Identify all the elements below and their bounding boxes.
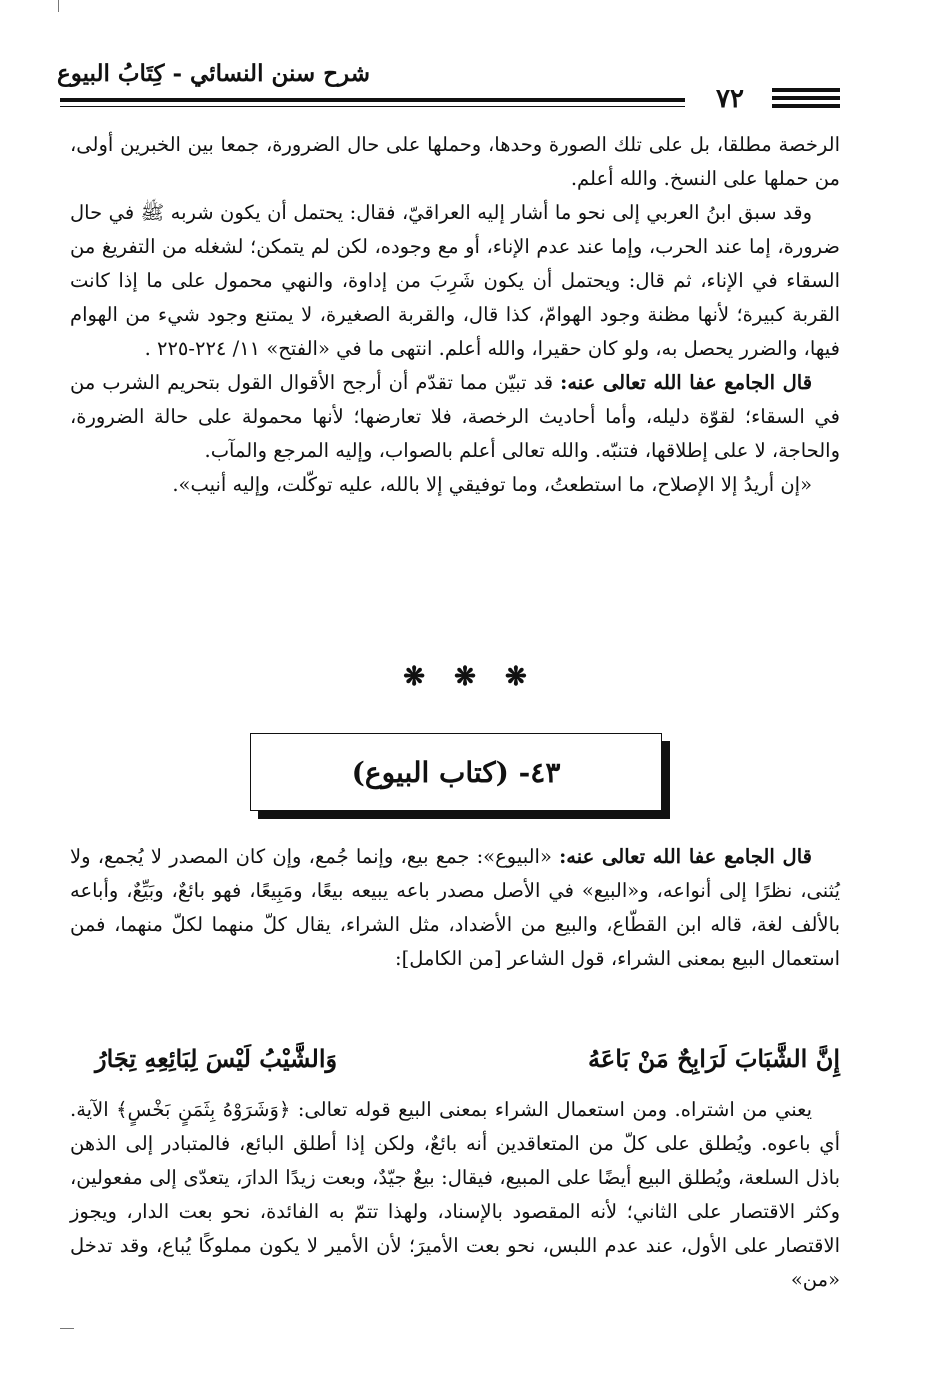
paragraph: يعني من اشتراه. ومن استعمال الشراء بمعنى البيع قوله تعالى: ﴿وَشَرَوْهُ بِثَمَنٍ بَخْسٍ﴾ الآية. أي باعوه. ويُطلق على كلّ من المتعاقدين أنه بائعٌ، ولكن إذا أطلق البائع، فالمتبادر إلى الذهن باذل السلعة، ويُطلق البيع أيضًا على المبيع، فيقال: بيعٌ جيّدٌ، وبعت زيدًا الدارَ، يتعدّى إلى مفعولين، وكثر الاقتصار على الثاني؛ لأنه المقصود بالإسناد، ولهذا تتمّ به الفائدة، نحو بعت الدار، ويجوز الاقتصار على الأول، عند عدم اللبس، نحو بعت الأميرَ؛ لأن الأمير لا يكون مملوكًا يُباع، وقد تدخل «من» xyxy=(70,1098,840,1291)
verse-second-hemistich: وَالشَّيْبُ لَيْسَ لِبَائِعِهِ تِجَارُ xyxy=(95,1044,338,1073)
page-number-rules xyxy=(772,88,840,112)
header-rule-thick xyxy=(60,98,685,102)
lead-label: قال الجامع عفا الله تعالى عنه: xyxy=(560,371,813,394)
paragraph: الرخصة مطلقا، بل على تلك الصورة وحدها، وحملها على حال الضرورة، جمعا بين الخبرين أولى، من حملها على النسخ. والله أعلم. xyxy=(70,133,840,190)
body-text-bottom xyxy=(70,1093,840,1297)
lead-label: قال الجامع عفا الله تعالى عنه: xyxy=(559,845,812,868)
chapter-heading-box xyxy=(250,733,662,811)
chapter-heading: ٤٣- (كتاب البيوع) xyxy=(351,755,561,789)
section-ornament: ❋ ❋ ❋ xyxy=(403,662,537,692)
header-rule-thin xyxy=(60,106,685,107)
running-title: شرح سنن النسائي - كِتَابُ البيوع xyxy=(57,60,370,87)
verse-first-hemistich: إِنَّ الشَّبَابَ لَرَابِحٌ مَنْ بَاعَهُ xyxy=(588,1044,840,1073)
paragraph xyxy=(70,366,840,468)
page-number: ٧٢ xyxy=(716,84,744,114)
body-text-top xyxy=(70,128,840,502)
paragraph-text: قد تبيّن مما تقدّم أن أرجح الأقوال القول بتحريم الشرب من في السقاء؛ لقوّة دليله، وأما أحاديث الرخصة، فلا تعارضها؛ لأنها محمولة على حالة الضرورة، والحاجة، لا على إطلاقها، فتنبّه. والله تعالى أعلم بالصواب، وإليه المرجع والمآب. xyxy=(70,371,840,462)
closing-dua: «إن أريدُ إلا الإصلاح، ما استطعتُ، وما توفيقي إلا بالله، عليه توكّلت، وإليه أنيب». xyxy=(172,473,812,496)
body-text-chapter xyxy=(70,840,840,976)
scan-mark xyxy=(60,1328,74,1329)
paragraph-text: «البيوع»: جمع بيع، وإنما جُمع، وإن كان المصدر لا يُجمع، ولا يُثنى، نظرًا إلى أنواعه، و«البيع» في الأصل مصدر باعه يبيعه بيعًا، ومَبِيعًا، فهو بائعٌ، وبَيِّعٌ، وأباعه بالألف لغة، قاله ابن القطّاع، والبيع من الأضداد، مثل الشراء، يقال كلّ منهما لكلّ منهما، فمن استعمال البيع بمعنى الشراء، قول الشاعر [من الكامل]: xyxy=(70,845,840,970)
scan-mark xyxy=(58,0,59,12)
paragraph: وقد سبق ابنُ العربي إلى نحو ما أشار إليه العراقيّ، فقال: يحتمل أن يكون شربه ﷺ في حال ضرورة، إما عند الحرب، وإما عند عدم الإناء، أو مع وجوده، لكن لم يتمكن؛ لشغله من التفريغ من السقاء في الإناء، ثم قال: ويحتمل أن يكون شَرِبَ من إداوة، والنهي محمول على ما إذا كانت القربة كبيرة؛ لأنها مظنة وجود الهوامّ، كذا قال، والقربة الصغيرة، لا يمتنع وجود شيء من الهوام فيها، والضرر يحصل به، ولو كان حقيرا، والله أعلم. انتهى ما في «الفتح» ١١/ ٢٢٤-٢٢٥ . xyxy=(70,201,840,360)
paragraph xyxy=(70,840,840,976)
poetry-verse xyxy=(95,1040,840,1086)
page-header xyxy=(57,58,840,118)
